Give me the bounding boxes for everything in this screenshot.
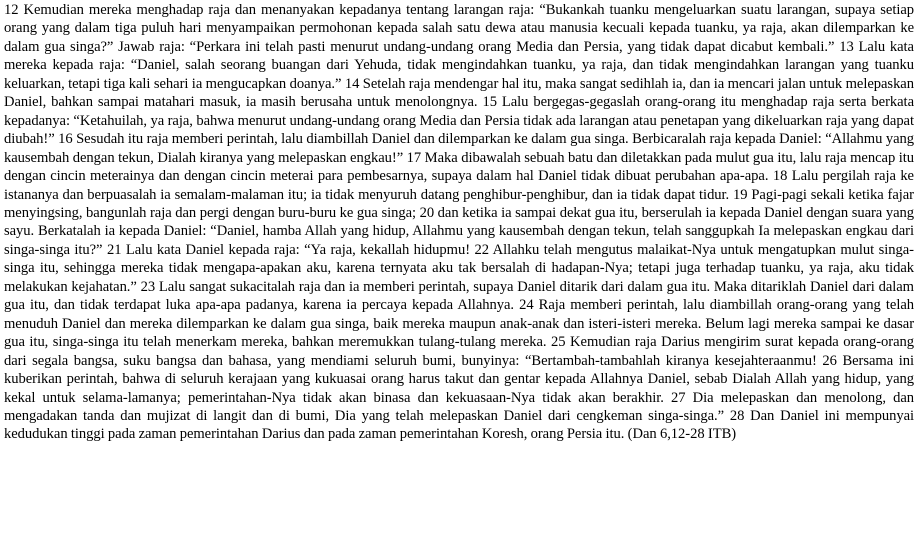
scripture-passage: 12 Kemudian mereka menghadap raja dan menanyakan kepadanya tentang larangan raja: “Bukankah tuanku mengeluarkan suatu larangan, supaya setiap orang yang dalam tiga puluh hari menyampaikan permohonan kepada salah satu dewa atau manusia kecuali kepada tuanku, ya raja, akan dilemparkan ke dalam gua singa?” Jawab raja: “Perkara ini telah pasti menurut undang-undang orang Media dan Persia, yang tidak dapat dicabut kembali.” 13 Lalu kata mereka kepada raja: “Daniel, salah seorang buangan dari Yehuda, tidak mengindahkan tuanku, ya raja, dan tidak mengindahkan larangan yang tuanku keluarkan, tetapi tiga kali sehari ia mengucapkan doanya.” 14 Setelah raja mendengar hal itu, maka sangat sedihlah ia, dan ia mencari jalan untuk melepaskan Daniel, bahkan sampai matahari masuk, ia masih berusaha untuk menolongnya. 15 Lalu bergegas-gegaslah orang-orang itu menghadap raja serta berkata kepadanya: “Ketahuilah, ya raja, bahwa menurut undang-undang orang Media dan Persia tidak ada larangan atau penetapan yang dikeluarkan raja yang dapat diubah!” 16 Sesudah itu raja memberi perintah, lalu diambillah Daniel dan dilemparkan ke dalam gua singa. Berbicaralah raja kepada Daniel: “Allahmu yang kausembah dengan tekun, Dialah kiranya yang melepaskan engkau!” 17 Maka dibawalah sebuah batu dan diletakkan pada mulut gua itu, lalu raja mencap itu dengan cincin meterainya dan dengan cincin meterai para pembesarnya, supaya dalam hal Daniel tidak dibuat perubahan apa-apa. 18 Lalu pergilah raja ke istananya dan berpuasalah ia semalam-malaman itu; ia tidak menyuruh datang penghibur-penghibur, dan ia tidak dapat tidur. 19 Pagi-pagi sekali ketika fajar menyingsing, bangunlah raja dan pergi dengan buru-buru ke gua singa; 20 dan ketika ia sampai dekat gua itu, berserulah ia kepada Daniel dengan suara yang sayu. Berkatalah ia kepada Daniel: “Daniel, hamba Allah yang hidup, Allahmu yang kausembah dengan tekun, telah sanggupkah Ia melepaskan engkau dari singa-singa itu?” 21 Lalu kata Daniel kepada raja: “Ya raja, kekallah hidupmu! 22 Allahku telah mengutus malaikat-Nya untuk mengatupkan mulut singa-singa itu, sehingga mereka tidak mengapa-apakan aku, karena ternyata aku tak bersalah di hadapan-Nya; tetapi juga terhadap tuanku, ya raja, aku tidak melakukan kejahatan.” 23 Lalu sangat sukacitalah raja dan ia memberi perintah, supaya Daniel ditarik dari dalam gua itu. Maka ditariklah Daniel dari dalam gua itu, dan tidak terdapat luka apa-apa padanya, karena ia percaya kepada Allahnya. 24 Raja memberi perintah, lalu diambillah orang-orang yang telah menuduh Daniel dan mereka dilemparkan ke dalam gua singa, baik mereka maupun anak-anak dan isteri-isteri mereka. Belum lagi mereka sampai ke dasar gua itu, singa-singa itu telah menerkam mereka, bahkan meremukkan tulang-tulang mereka. 25 Kemudian raja Darius mengirim surat kepada orang-orang dari segala bangsa, suku bangsa dan bahasa, yang mendiami seluruh bumi, bunyinya: “Bertambah-tambahlah kiranya kesejahteraanmu! 26 Bersama ini kuberikan perintah, bahwa di seluruh kerajaan yang kukuasai orang harus takut dan gentar kepada Allahnya Daniel, sebab Dialah Allah yang hidup, yang kekal untuk selama-lamanya; pemerintahan-Nya tidak akan binasa dan kekuasaan-Nya tidak akan berakhir. 27 Dia melepaskan dan menolong, dan mengadakan tanda dan mujizat di langit dan di bumi, Dia yang telah melepaskan Daniel dari cengkeman singa-singa.” 28 Dan Daniel ini mempunyai kedudukan tinggi pada zaman pemerintahan Darius dan pada zaman pemerintahan Koresh, orang Persia itu. (Dan 6,12-28 ITB) xyxy=(4,2,914,443)
